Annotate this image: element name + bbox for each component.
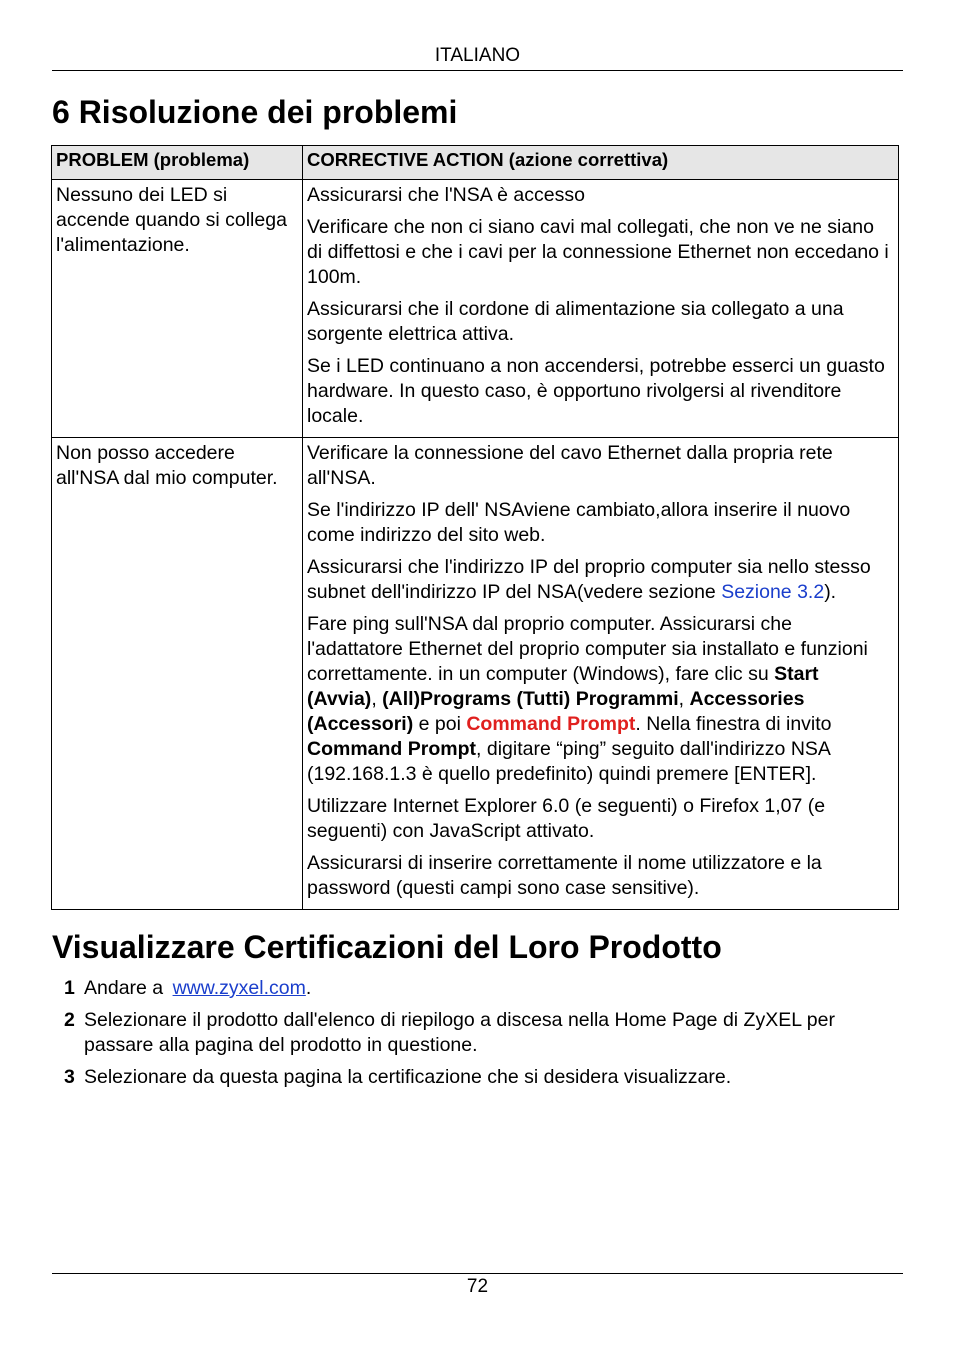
problem-cell (52, 438, 303, 910)
zyxel-website-link[interactable]: www.zyxel.com (172, 977, 306, 999)
action-text-part: , (678, 688, 690, 710)
header-rule (52, 70, 903, 71)
action-text-part: ). (824, 581, 837, 603)
list-item (52, 1065, 902, 1090)
step-text: Selezionare il prodotto dall'elenco di riepilogo a discesa nella Home Page di ZyXEL per passare alla pagina del prodotto in questione. (84, 1009, 835, 1056)
table-row (52, 438, 899, 910)
list-item (52, 976, 902, 1001)
problem-text: Non posso accedere all'NSA dal mio computer. (56, 442, 278, 489)
action-text-part: , digitare “ping” seguito dall'indirizzo NSA (192.168.1.3 è quello predefinito) quindi premere [ENTER]. (307, 738, 830, 785)
problem-text: Nessuno dei LED si accende quando si collega l'alimentazione. (56, 184, 287, 256)
table-header-row (52, 146, 899, 180)
action-text-ping (307, 612, 892, 787)
step-number: 3 (64, 1066, 75, 1088)
action-text: Assicurarsi che il cordone di alimentazione sia collegato a una sorgente elettrica attiva. (307, 298, 844, 345)
footer-rule (52, 1273, 903, 1274)
action-cell (303, 438, 899, 910)
step-text: Andare a (84, 977, 169, 999)
step-text-end: . (305, 977, 312, 999)
table-row (52, 180, 899, 438)
action-text-part: . Nella finestra di invito (635, 713, 832, 735)
step-number: 1 (64, 977, 75, 999)
bold-accessories: Accessories (Accessori) (307, 688, 805, 735)
column-header-action: CORRECTIVE ACTION (azione correttiva) (303, 146, 899, 180)
page-number: 72 (466, 1276, 489, 1297)
list-item (52, 1008, 902, 1058)
action-cell (303, 180, 899, 438)
section-title-certifications: Visualizzare Certificazioni del Loro Prodotto (52, 929, 722, 965)
command-prompt-highlight: Command Prompt (466, 713, 636, 735)
step-text: Selezionare da questa pagina la certificazione che si desidera visualizzare. (84, 1066, 732, 1088)
action-text: Verificare la connessione del cavo Ethernet dalla propria rete all'NSA. (307, 442, 833, 489)
header-language: ITALIANO (434, 45, 521, 66)
action-text-part: Assicurarsi che l'indirizzo IP del proprio computer sia nello stesso subnet dell'indirizzo IP del NSA(vedere sezione (307, 556, 871, 603)
action-text: Se l'indirizzo IP dell' NSAviene cambiato,allora inserire il nuovo come indirizzo del sito web. (307, 499, 851, 546)
action-text: Utilizzare Internet Explorer 6.0 (e seguenti) o Firefox 1,07 (e seguenti) con JavaScript attivato. (307, 795, 826, 842)
action-text-subnet (307, 555, 892, 605)
certification-steps (52, 976, 902, 1097)
section-title-troubleshooting: 6 Risoluzione dei problemi (52, 94, 458, 130)
action-text: Verificare che non ci siano cavi mal collegati, che non ve ne siano di diffettosi e che i cavi per la connessione Ethernet non eccedano i 100m. (307, 216, 889, 288)
action-text: Assicurarsi che l'NSA è accesso (307, 184, 585, 206)
section-reference-link[interactable]: Sezione 3.2 (721, 581, 825, 603)
problem-cell (52, 180, 303, 438)
action-text-part: , (371, 688, 383, 710)
action-text: Assicurarsi di inserire correttamente il nome utilizzatore e la password (questi campi sono case sensitive). (307, 852, 822, 899)
troubleshooting-table (51, 145, 899, 910)
bold-command-prompt: Command Prompt (307, 738, 477, 760)
step-number: 2 (64, 1009, 75, 1031)
action-text-part: e poi (413, 713, 467, 735)
column-header-problem: PROBLEM (problema) (52, 146, 303, 180)
action-text-part: Fare ping sull'NSA dal proprio computer. Assicurarsi che l'adattatore Ethernet del proprio computer sia installato e funzioni correttamente. in un computer (Windows), fare clic su (307, 613, 868, 685)
bold-all-programs: (All)Programs (Tutti) Programmi (382, 688, 679, 710)
bold-start-avvia: Start (Avvia) (307, 663, 819, 710)
action-text: Se i LED continuano a non accendersi, potrebbe esserci un guasto hardware. In questo caso, è opportuno rivolgersi al rivenditore locale. (307, 355, 885, 427)
